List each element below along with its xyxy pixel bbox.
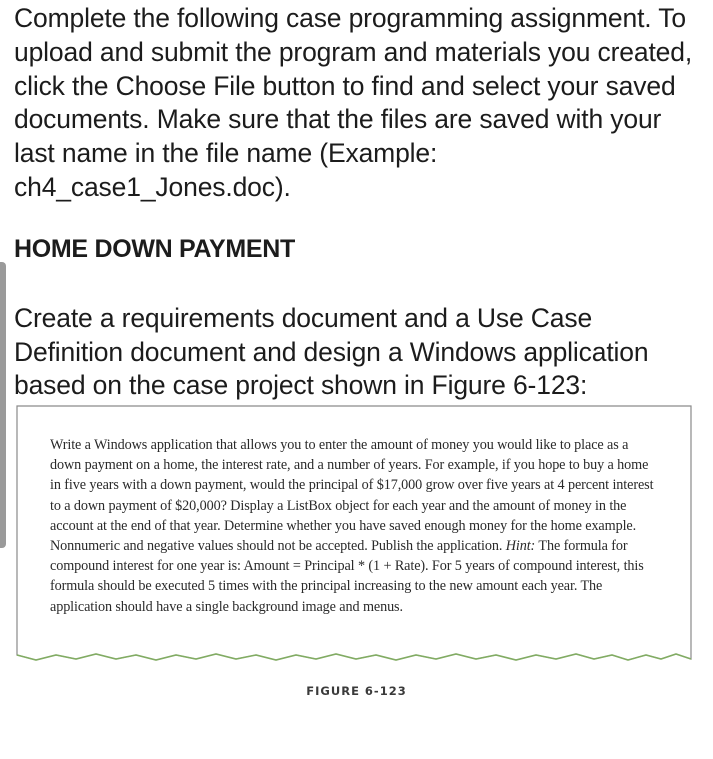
hint-label: Hint: [505,538,536,555]
figure-body-text [50,435,656,617]
task-description: Create a requirements document and a Use Case Definition document and design a Windows application based on the case project shown in Figure 6-123: [14,303,649,400]
scrollbar-thumb[interactable] [0,262,6,548]
figure-6-123-box [16,405,692,663]
hint-text: The formula for compound interest for one year is: Amount = Principal * (1 + Rate). For 5 years of compound interest, this formula should be executed 5 times with the principal increasing to the new amount each year. The application should have a single background image and menus. [50,538,644,615]
figure-body: Write a Windows application that allows you to enter the amount of money you would like to place as a down payment on a home, the interest rate, and a number of years. For example, if you hope to buy a home in five years with a down payment, would the principal of $17,000 grow over five years at 4 percent interest to a down payment of $20,000? Display a ListBox object for each year and the amount of money in the account at the end of that year. Determine whether you have saved enough money for the home example. Nonnumeric and negative values should not be accepted. Publish the application. [50,437,654,555]
figure-caption: FIGURE 6-123 [306,684,407,698]
section-title: HOME DOWN PAYMENT [14,235,296,263]
assignment-instructions: Complete the following case programming assignment. To upload and submit the program and materials you created, click the Choose File button to find and select your saved documents. Make sure that the files are saved with your last name in the file name (Example: ch4_case1_Jones.doc). [14,3,693,202]
